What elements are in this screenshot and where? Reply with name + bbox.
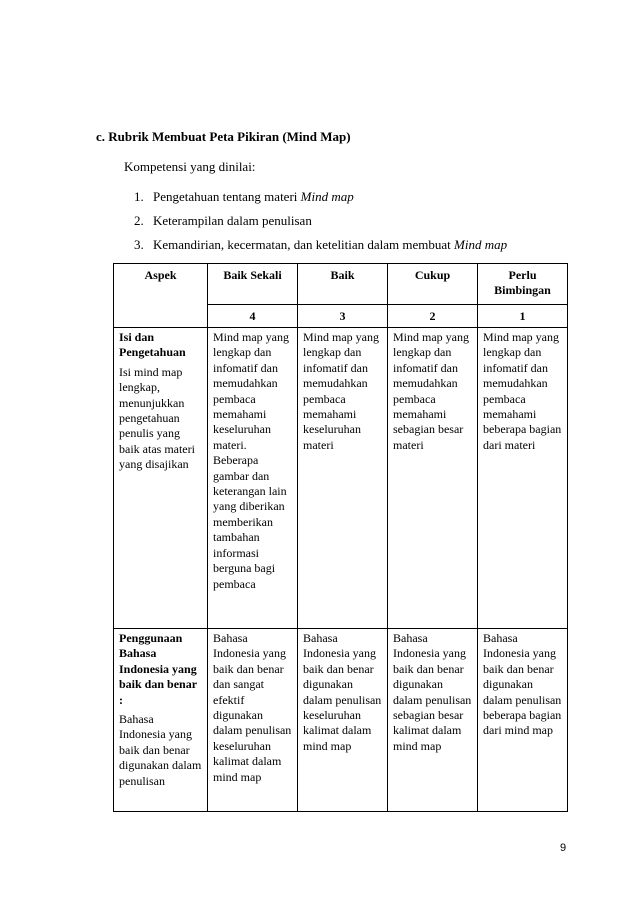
criteria-cell: [208, 328, 298, 629]
section-heading: c. Rubrik Membuat Peta Pikiran (Mind Map): [96, 129, 351, 144]
rubric-table: [113, 263, 568, 812]
criteria-cell: [388, 629, 478, 812]
criteria-text: Bahasa Indonesia yang baik dan benar digunakan dalam penulisan beberapa bagian dari mind map: [483, 631, 562, 738]
score-cell: 2: [388, 305, 478, 328]
page-number: 9: [560, 842, 567, 854]
list-number: 1.: [134, 189, 144, 204]
criteria-cell: [298, 328, 388, 629]
competency-italic: Mind map: [300, 189, 354, 204]
aspect-title: Penggunaan Bahasa Indonesia yang baik dan benar :: [119, 631, 197, 707]
header-baik-sekali: Baik Sekali: [208, 264, 298, 305]
list-number: 2.: [134, 213, 144, 228]
header-baik: Baik: [298, 264, 388, 305]
header-cukup: Cukup: [388, 264, 478, 305]
criteria-text: Mind map yang lengkap dan infomatif dan memudahkan pembaca memahami beberapa bagian dari materi: [483, 330, 562, 452]
criteria-text: Bahasa Indonesia yang baik dan benar digunakan dalam penulisan sebagian besar kalimat dalam mind map: [393, 631, 472, 753]
competency-list: [134, 190, 507, 262]
criteria-cell: [208, 629, 298, 812]
aspect-description: Bahasa Indonesia yang baik dan benar digunakan dalam penulisan: [119, 712, 202, 788]
aspect-description: Isi mind map lengkap, menunjukkan pengetahuan penulis yang baik atas materi yang disajikan: [119, 364, 195, 472]
aspect-cell: [114, 328, 208, 629]
criteria-text: Mind map yang lengkap dan infomatif dan memudahkan pembaca memahami keseluruhan materi. Beberapa gambar dan keterangan lain yang diberikan memberikan tambahan informasi berguna bagi pembaca: [213, 330, 289, 591]
competency-text: Kemandirian, kecermatan, dan ketelitian dalam membuat: [153, 237, 455, 252]
aspect-title: Isi dan Pengetahuan: [119, 330, 186, 360]
criteria-text: Bahasa Indonesia yang baik dan benar dan sangat efektif digunakan dalam penulisan keseluruhan kalimat dalam mind map: [213, 631, 292, 784]
aspect-cell: [114, 629, 208, 812]
criteria-cell: [388, 328, 478, 629]
criteria-cell: [478, 629, 568, 812]
criteria-text: Bahasa Indonesia yang baik dan benar digunakan dalam penulisan keseluruhan kalimat dalam mind map: [303, 631, 382, 753]
criteria-cell: [298, 629, 388, 812]
competency-text: Keterampilan dalam penulisan: [153, 213, 312, 228]
competency-item: [134, 190, 507, 214]
table-row: [114, 629, 568, 812]
competency-item: [134, 214, 507, 238]
criteria-cell: [478, 328, 568, 629]
header-aspek: Aspek: [114, 264, 208, 328]
score-cell: 3: [298, 305, 388, 328]
criteria-text: Mind map yang lengkap dan infomatif dan memudahkan pembaca memahami keseluruhan materi: [303, 330, 379, 452]
competency-item: [134, 238, 507, 262]
score-cell: 1: [478, 305, 568, 328]
score-cell: 4: [208, 305, 298, 328]
table-header-row: [114, 264, 568, 305]
header-perlu-bimbingan: Perlu Bimbingan: [478, 264, 568, 305]
competency-italic: Mind map: [454, 237, 508, 252]
criteria-text: Mind map yang lengkap dan infomatif dan memudahkan pembaca memahami sebagian besar materi: [393, 330, 469, 452]
intro-text: Kompetensi yang dinilai:: [124, 159, 256, 174]
table-row: [114, 328, 568, 629]
competency-text: Pengetahuan tentang materi: [153, 189, 301, 204]
list-number: 3.: [134, 237, 144, 252]
